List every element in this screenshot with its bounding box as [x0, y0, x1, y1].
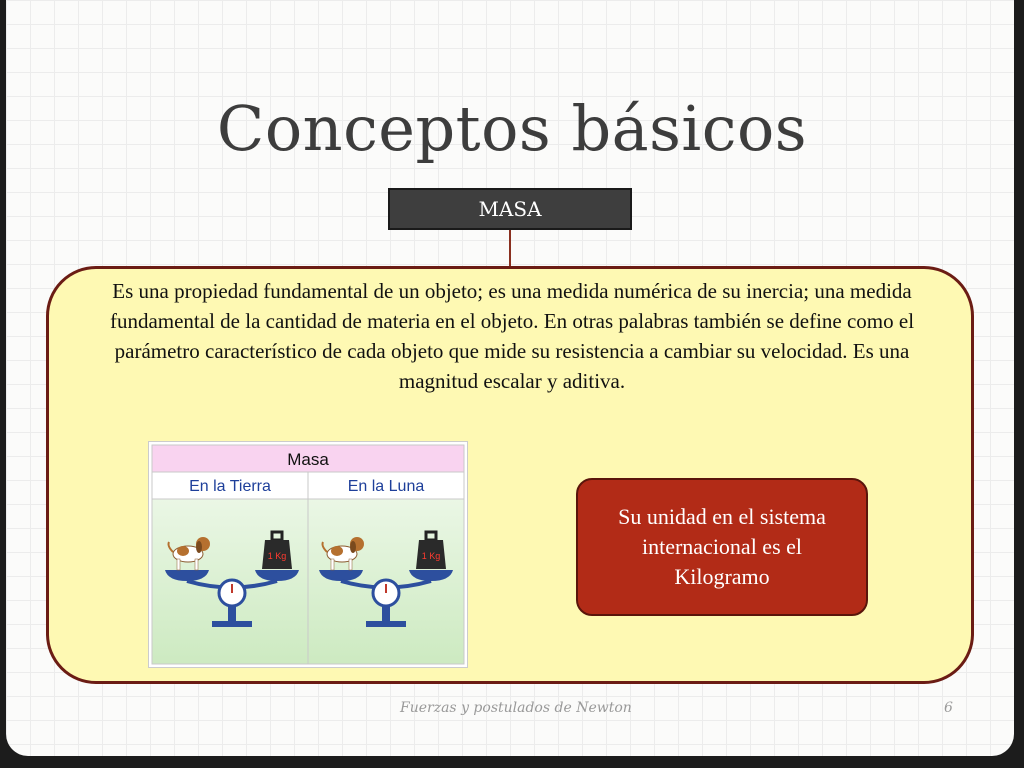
definition-text: Es una propiedad fundamental de un objeto; es una medida numérica de su inercia; una medida fundamental de la cantidad de materia en el objeto. En otras palabras también se define como el parámetro característico de cada objeto que mide su resistencia a cambiar su velocidad. Es una magnitud escalar y aditiva. — [109, 279, 915, 393]
weight-label-earth: 1 Kg — [267, 551, 287, 561]
connector-line — [509, 230, 511, 268]
figure-header: Masa — [287, 450, 329, 469]
unit-note-text: Su unidad en el sistema internacional es el Kilogramo — [618, 504, 826, 589]
mass-earth-moon-figure — [148, 441, 468, 668]
footer-text: Fuerzas y postulados de Newton — [400, 700, 632, 716]
figure-col-moon: En la Luna — [347, 478, 425, 495]
page-number: 6 — [944, 700, 953, 716]
slide-title: Conceptos básicos — [216, 92, 808, 165]
weight-label-moon: 1 Kg — [421, 551, 441, 561]
figure-svg — [149, 442, 467, 667]
figure-col-earth: En la Tierra — [189, 478, 271, 495]
unit-note-box — [576, 478, 868, 616]
concept-label-box: MASA — [388, 188, 632, 230]
